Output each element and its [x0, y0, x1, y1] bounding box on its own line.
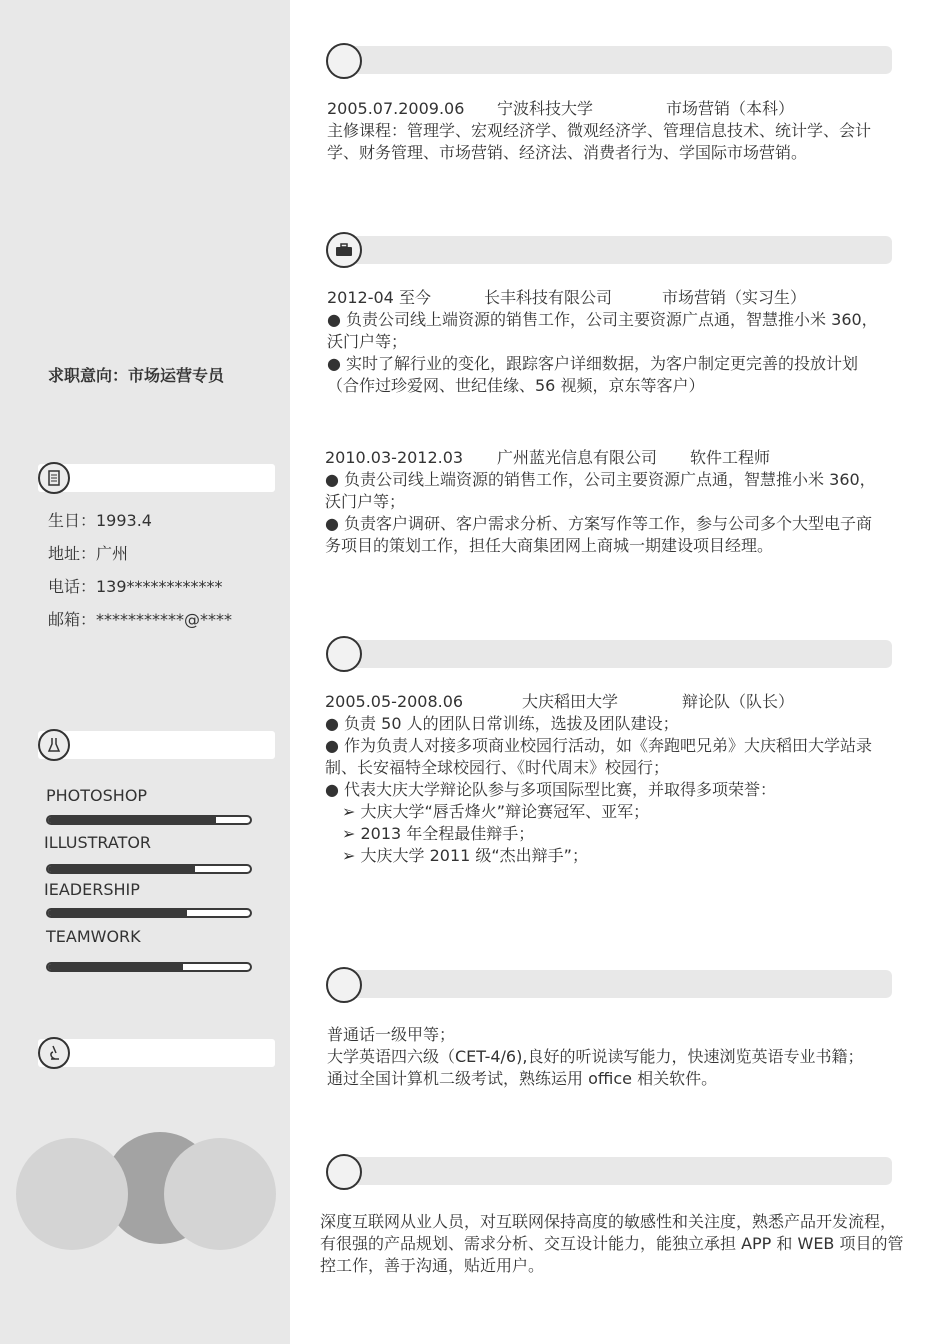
skill-label: ILLUSTRATOR — [44, 833, 152, 852]
work-company: 长丰科技有限公司 — [484, 288, 613, 307]
work-duty: （合作过珍爱网、世纪佳缘、56 视频，京东等客户） — [327, 376, 705, 395]
briefcase-icon — [326, 232, 362, 268]
skill-bar-fill — [48, 910, 187, 916]
campus-header-bar — [330, 640, 892, 668]
work-header-bar — [330, 236, 892, 264]
skill-label: PHOTOSHOP — [46, 786, 148, 805]
skill-label: TEAMWORK — [46, 927, 141, 946]
work-duty: ● 实时了解行业的变化，跟踪客户详细数据，为客户制定更完善的投放计划 — [327, 354, 859, 373]
education-school: 宁波科技大学 — [497, 99, 594, 118]
skill-bar — [46, 864, 252, 874]
skill-bar-fill — [48, 817, 216, 823]
campus-date: 2005.05-2008.06 — [325, 692, 464, 711]
skill-bar-fill — [48, 964, 183, 970]
work-duty: 沃门户等； — [325, 492, 406, 511]
certificate-item: 普通话一级甲等； — [327, 1025, 456, 1044]
work-date: 2012-04 至今 — [327, 288, 431, 307]
email: 邮箱：***********@**** — [48, 610, 233, 629]
work-role: 市场营销（实习生） — [662, 288, 807, 307]
work-duty: 务项目的策划工作，担任大商集团网上商城一期建设项目经理。 — [325, 536, 774, 555]
education-courses: 学、财务管理、市场营销、经济法、消费者行为、学国际市场营销。 — [327, 143, 808, 162]
skill-bar — [46, 908, 252, 918]
decor-circle-left — [16, 1138, 128, 1250]
work-duty: ● 负责公司线上端资源的销售工作，公司主要资源广点通，智慧推小米 360， — [325, 470, 876, 489]
birth-date: 生日：1993.4 — [48, 511, 152, 530]
skill-label: IEADERSHIP — [44, 880, 140, 899]
graduation-cap-icon — [326, 43, 362, 79]
flask-icon — [38, 729, 70, 761]
phone: 电话：139************ — [48, 577, 223, 596]
skill-bar — [46, 815, 252, 825]
campus-duty: ● 负责 50 人的团队日常训练，选拔及团队建设； — [325, 714, 679, 733]
work-duty: ● 负责公司线上端资源的销售工作，公司主要资源广点通，智慧推小米 360， — [327, 310, 878, 329]
campus-honor: ➢ 大庆大学 2011 级“杰出辩手”； — [342, 846, 588, 865]
campus-role: 辩论队（队长） — [682, 692, 795, 711]
decor-circle-right — [164, 1138, 276, 1250]
certificates-header-bar — [330, 970, 892, 998]
campus-duty: ● 代表大庆大学辩论队参与多项国际型比赛，并取得多项荣誉： — [325, 780, 777, 799]
contact-card-icon — [38, 462, 70, 494]
self-evaluation-header-bar — [330, 1157, 892, 1185]
education-date: 2005.07.2009.06 — [327, 99, 465, 118]
work-company: 广州蓝光信息有限公司 — [497, 448, 658, 467]
work-role: 软件工程师 — [690, 448, 771, 467]
education-header-bar — [330, 46, 892, 74]
work-duty: ● 负责客户调研、客户需求分析、方案写作等工作，参与公司多个大型电子商 — [325, 514, 873, 533]
work-duty: 沃门户等； — [327, 332, 408, 351]
skill-bar — [46, 962, 252, 972]
info-header-bar — [38, 464, 275, 492]
certificate-icon — [326, 967, 362, 1003]
work-date: 2010.03-2012.03 — [325, 448, 464, 467]
education-major: 市场营销（本科） — [666, 99, 795, 118]
job-objective: 求职意向：市场运营专员 — [48, 366, 225, 385]
trophy-icon — [326, 636, 362, 672]
certificate-item: 通过全国计算机二级考试，熟练运用 office 相关软件。 — [327, 1069, 718, 1088]
certificate-item: 大学英语四六级（CET-4/6),良好的听说读写能力，快速浏览英语专业书籍； — [327, 1047, 864, 1066]
person-icon — [326, 1154, 362, 1190]
campus-duty: ● 作为负责人对接多项商业校园行活动，如《奔跑吧兄弟》大庆稻田大学站录 — [325, 736, 873, 755]
self-evaluation-text: 深度互联网从业人员，对互联网保持高度的敏感性和关注度，熟悉产品开发流程，有很强的产品规划、需求分析、交互设计能力，能独立承担 APP 和 WEB 项目的管控工作，善于沟通，贴近用户。 — [320, 1212, 904, 1275]
address: 地址：广州 — [48, 544, 129, 563]
skills-header-bar — [38, 731, 275, 759]
skill-bar-fill — [48, 866, 195, 872]
education-courses: 主修课程：管理学、宏观经济学、微观经济学、管理信息技术、统计学、会计 — [327, 121, 872, 140]
campus-honor: ➢ 2013 年全程最佳辩手； — [342, 824, 535, 843]
campus-school: 大庆稻田大学 — [522, 692, 619, 711]
campus-duty: 制、长安福特全球校园行、《时代周末》校园行； — [325, 758, 670, 777]
microscope-icon — [38, 1037, 70, 1069]
campus-honor: ➢ 大庆大学“唇舌烽火”辩论赛冠军、亚军； — [342, 802, 650, 821]
hobbies-header-bar — [38, 1039, 275, 1067]
